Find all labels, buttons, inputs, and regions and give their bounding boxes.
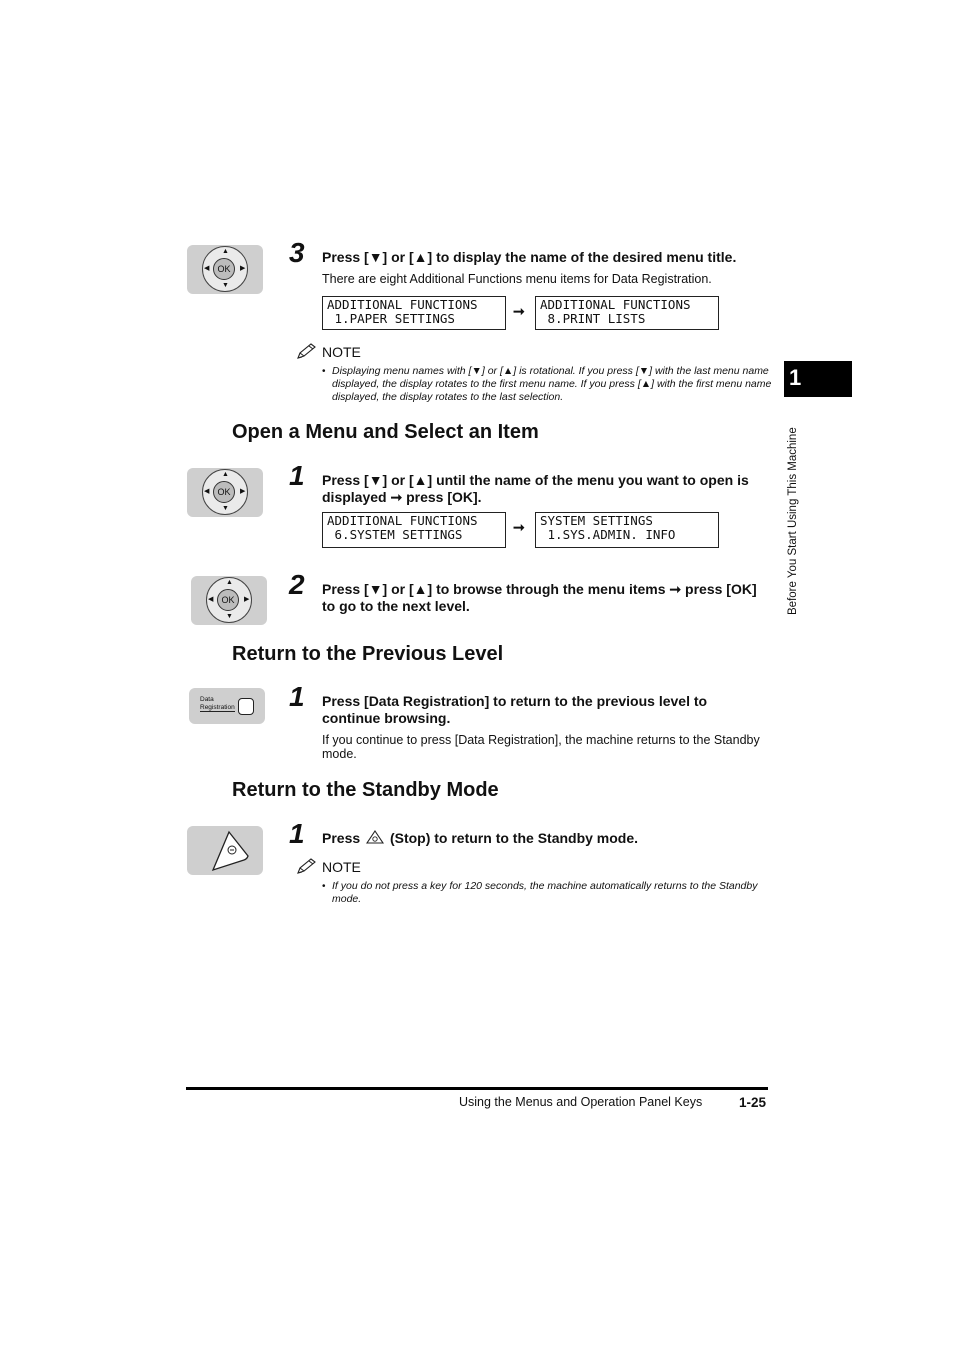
note-label: NOTE xyxy=(322,859,361,875)
step-body: If you continue to press [Data Registration], the machine returns to the Standby mode. xyxy=(322,733,760,761)
lcd-line-2: 1.SYS.ADMIN. INFO xyxy=(540,527,676,542)
arrow-icon: ➞ xyxy=(513,519,525,535)
note-text: Displaying menu names with [▼] or [▲] is rotational. If you press [▼] with the last menu name displayed, the display rotates to the first menu name. If you press [▲] with the first menu name displayed, the display rotates to the last selection. xyxy=(332,365,772,403)
stop-key-icon xyxy=(207,829,251,873)
arrow-icon: ➞ xyxy=(513,303,525,319)
ok-dial-key-image xyxy=(191,576,267,625)
bullet: • xyxy=(322,881,326,892)
down-arrow-icon: ▼ xyxy=(222,505,229,512)
step-title: Press [▼] or [▲] to display the name of the desired menu title. xyxy=(322,249,737,265)
pencil-note-icon xyxy=(296,342,318,360)
ok-button-icon: OK xyxy=(213,481,235,503)
right-arrow-icon: ▶ xyxy=(244,596,250,603)
lcd-line-1: ADDITIONAL FUNCTIONS xyxy=(540,297,691,312)
chapter-side-title-text: Before You Start Using This Machine xyxy=(787,427,799,615)
step-title: Press [Data Registration] to return to the previous level to continue browsing. xyxy=(322,693,708,726)
lcd-line-1: ADDITIONAL FUNCTIONS xyxy=(327,513,478,528)
ok-button-icon: OK xyxy=(213,258,235,280)
stop-key-image xyxy=(187,826,263,875)
down-arrow-icon: ▼ xyxy=(226,613,233,620)
section-heading: Return to the Standby Mode xyxy=(232,779,499,801)
step-body: There are eight Additional Functions menu items for Data Registration. xyxy=(322,272,712,286)
right-arrow-icon: ▶ xyxy=(240,488,246,495)
left-arrow-icon: ◀ xyxy=(204,488,210,495)
key-button-icon xyxy=(238,698,254,715)
lcd-line-2: 6.SYSTEM SETTINGS xyxy=(327,527,463,542)
step-title-pre: Press xyxy=(322,830,361,846)
bullet: • xyxy=(322,366,326,377)
data-registration-key-image xyxy=(189,688,265,724)
lcd-display-right xyxy=(535,296,719,330)
right-arrow-icon: ▶ xyxy=(240,265,246,272)
chapter-side-title xyxy=(786,395,800,615)
ok-dial-key-image xyxy=(187,245,263,294)
key-label-line-2: Registration xyxy=(200,704,235,711)
left-arrow-icon: ◀ xyxy=(204,265,210,272)
note-label: NOTE xyxy=(322,344,361,360)
step-title: Press [▼] or [▲] to browse through the menu items ➞ press [OK] to go to the next level. xyxy=(322,581,757,614)
stop-icon xyxy=(366,830,384,845)
note-text: If you do not press a key for 120 seconds, the machine automatically returns to the Standby mode. xyxy=(332,880,758,905)
section-heading: Return to the Previous Level xyxy=(232,643,504,665)
lcd-line-1: SYSTEM SETTINGS xyxy=(540,513,653,528)
ok-button-icon: OK xyxy=(217,589,239,611)
section-heading: Open a Menu and Select an Item xyxy=(232,421,539,443)
step-number: 3 xyxy=(289,237,305,268)
step-title xyxy=(322,830,772,847)
step-number: 1 xyxy=(289,681,305,712)
step-number: 1 xyxy=(289,818,305,849)
chapter-number: 1 xyxy=(789,365,802,390)
step-title: Press [▼] or [▲] until the name of the menu you want to open is displayed ➞ press [OK]. xyxy=(322,472,749,505)
footer-rule xyxy=(186,1087,768,1090)
lcd-line-2: 1.PAPER SETTINGS xyxy=(327,311,455,326)
lcd-display-right xyxy=(535,512,719,548)
ok-dial-key-image xyxy=(187,468,263,517)
up-arrow-icon: ▲ xyxy=(222,471,229,478)
pencil-note-icon xyxy=(296,857,318,875)
page-number: 1-25 xyxy=(739,1095,767,1110)
up-arrow-icon: ▲ xyxy=(222,248,229,255)
up-arrow-icon: ▲ xyxy=(226,579,233,586)
step-title-post: (Stop) to return to the Standby mode. xyxy=(389,830,639,846)
step-number: 1 xyxy=(289,460,305,491)
down-arrow-icon: ▼ xyxy=(222,282,229,289)
left-arrow-icon: ◀ xyxy=(208,596,214,603)
chapter-tab xyxy=(784,361,852,397)
step-number: 2 xyxy=(289,569,305,600)
lcd-line-2: 8.PRINT LISTS xyxy=(540,311,646,326)
key-label-line-1: Data xyxy=(200,696,214,703)
lcd-display-left xyxy=(322,512,506,548)
footer-title: Using the Menus and Operation Panel Keys xyxy=(459,1095,703,1109)
lcd-display-left xyxy=(322,296,506,330)
lcd-line-1: ADDITIONAL FUNCTIONS xyxy=(327,297,478,312)
key-label xyxy=(200,696,235,712)
